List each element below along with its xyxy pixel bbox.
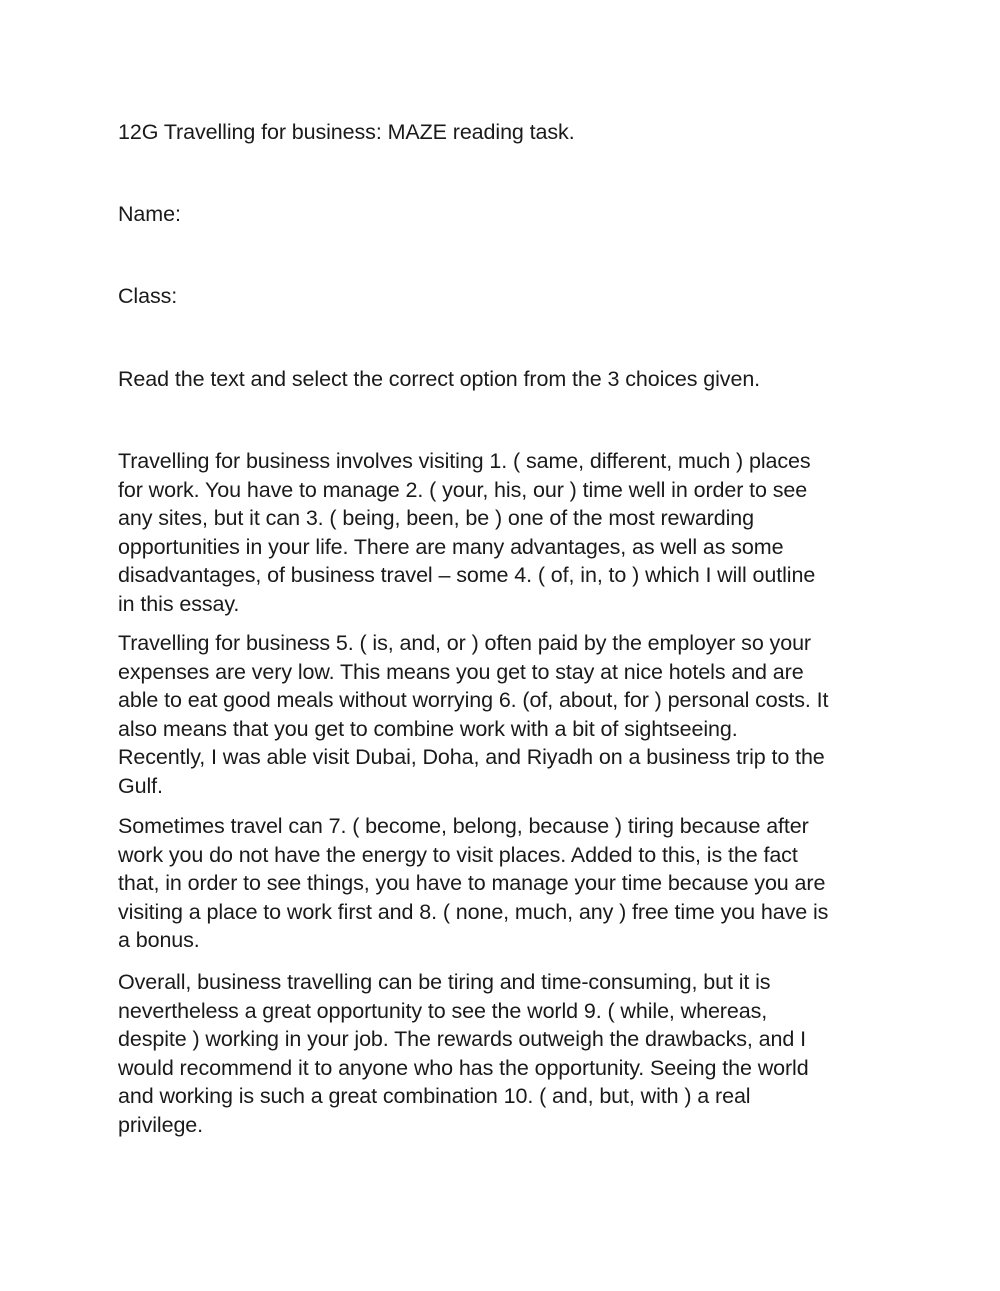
paragraph-line: opportunities in your life. There are many advantages, as well as some xyxy=(118,534,784,559)
paragraph-line: also means that you get to combine work with a bit of sightseeing. xyxy=(118,716,738,741)
paragraph-line: expenses are very low. This means you get to stay at nice hotels and are xyxy=(118,659,804,684)
paragraph-line: that, in order to see things, you have to manage your time because you are xyxy=(118,871,826,895)
instructions-text: Read the text and select the correct option from the 3 choices given. xyxy=(118,367,761,391)
paragraph-1 xyxy=(118,447,898,618)
paragraph-line: nevertheless a great opportunity to see the world 9. ( while, whereas, xyxy=(118,998,768,1023)
paragraph-3 xyxy=(118,812,898,955)
paragraph-line: Recently, I was able visit Dubai, Doha, and Riyadh on a business trip to the xyxy=(118,745,825,769)
paragraph-line: would recommend it to anyone who has the opportunity. Seeing the world xyxy=(118,1055,809,1080)
paragraph-line: Sometimes travel can 7. ( become, belong, because ) tiring because after xyxy=(118,814,809,838)
paragraph-line: visiting a place to work first and 8. ( none, much, any ) free time you have is xyxy=(118,899,829,924)
paragraph-line: able to eat good meals without worrying 6. (of, about, for ) personal costs. It xyxy=(118,688,829,712)
paragraph-line: for work. You have to manage 2. ( your, his, our ) time well in order to see xyxy=(118,477,808,502)
paragraph-line: despite ) working in your job. The rewards outweigh the drawbacks, and I xyxy=(118,1027,806,1051)
paragraph-line: Travelling for business involves visiting 1. ( same, different, much ) places xyxy=(118,449,811,473)
paragraph-line: Overall, business travelling can be tiring and time-consuming, but it is xyxy=(118,970,771,994)
paragraph-4 xyxy=(118,968,898,1139)
paragraph-line: in this essay. xyxy=(118,591,240,616)
paragraph-2 xyxy=(118,629,898,800)
class-label: Class: xyxy=(118,284,178,308)
paragraph-line: Gulf. xyxy=(118,773,163,798)
name-label: Name: xyxy=(118,202,181,226)
document-title: 12G Travelling for business: MAZE reading task. xyxy=(118,120,575,144)
paragraph-line: any sites, but it can 3. ( being, been, be ) one of the most rewarding xyxy=(118,506,754,530)
paragraph-line: a bonus. xyxy=(118,928,200,952)
paragraph-line: disadvantages, of business travel – some 4. ( of, in, to ) which I will outline xyxy=(118,563,816,587)
paragraph-line: privilege. xyxy=(118,1112,204,1137)
paragraph-line: work you do not have the energy to visit places. Added to this, is the fact xyxy=(118,842,798,867)
paragraph-line: and working is such a great combination 10. ( and, but, with ) a real xyxy=(118,1084,751,1108)
paragraph-line: Travelling for business 5. ( is, and, or ) often paid by the employer so your xyxy=(118,631,811,655)
